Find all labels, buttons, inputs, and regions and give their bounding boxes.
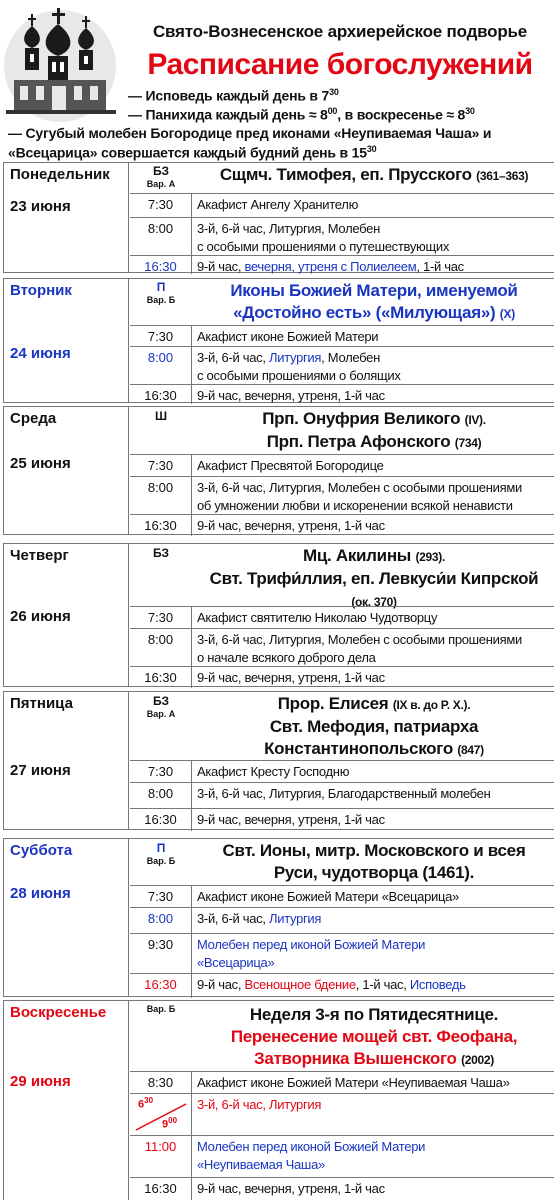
service-text: 9-й час, вечерня, утреня, 1-й час [197, 1181, 385, 1196]
day-name: Воскресенье [10, 1004, 107, 1021]
day-block-sunday [3, 1000, 554, 1200]
service-row [130, 885, 554, 907]
service-text: Акафист иконе Божией Матери «Всецарица» [197, 889, 459, 904]
page-title: Расписание богослужений [147, 48, 533, 81]
service-text: 3-й, 6-й час, Литургия [197, 911, 322, 926]
church-domes-icon [2, 4, 120, 124]
service-row [130, 606, 554, 628]
service-time: 8:00 [130, 629, 192, 666]
service-row [130, 1177, 554, 1200]
service-text: 9-й час, вечерня, утреня с Полиелеем, 1-й час [197, 259, 464, 274]
service-row [130, 1135, 554, 1177]
service-text: 9-й час, вечерня, утреня, 1-й час [197, 670, 385, 685]
feast-title: Прп. Онуфрия Великого (IV). Прп. Петра Афонского (734) [262, 409, 486, 451]
service-time: 8:00 [130, 218, 192, 255]
header [0, 0, 554, 162]
service-time: 7:30 [130, 761, 192, 782]
service-text: Акафист Кресту Господню [197, 764, 350, 779]
service-row [130, 384, 554, 404]
feast-title: Неделя 3-я по Пятидесятнице. Перенесение мощей свт. Феофана, Затворника Вышенского (2002) [230, 1005, 518, 1068]
service-time: 11:00 [130, 1136, 192, 1177]
day-name: Среда [10, 410, 57, 427]
panikhida-note: — Панихида каждый день ≈ $8^{00}$, в воскресенье ≈ $8^{30}$ [128, 106, 475, 123]
day-block-tuesday [3, 278, 554, 403]
service-row [130, 666, 554, 688]
day-block-saturday [3, 838, 554, 997]
service-text: Молебен перед иконой Божией Матери «Всецарица» [197, 937, 426, 970]
service-text: 9-й час, Всенощное бдение, 1-й час, Исповедь [197, 977, 466, 992]
service-text: 3-й, 6-й час, Литургия [197, 1097, 322, 1112]
organization-name: Свято-Вознесенское архиерейское подворье [152, 22, 528, 41]
service-row [130, 628, 554, 666]
service-text: Акафист Пресвятой Богородице [197, 458, 384, 473]
service-mark: БЗ Вар. А [146, 164, 176, 189]
day-block-thursday [3, 543, 554, 687]
service-time: 9:30 [130, 934, 192, 973]
service-mark: БЗ [153, 546, 169, 560]
service-text: 9-й час, вечерня, утреня, 1-й час [197, 518, 385, 533]
service-row [130, 808, 554, 831]
service-row [130, 255, 554, 274]
service-mark: П Вар. Б [146, 280, 176, 305]
service-time: 16:30 [130, 256, 192, 274]
service-row [130, 325, 554, 346]
confession-note: — Исповедь каждый день в $7^{30}$ [128, 87, 339, 104]
day-date: 29 июня [10, 1073, 71, 1090]
service-time: 16:30 [130, 385, 192, 404]
feast-title: Мц. Акилины (293). Свт. Трифи́ллия, еп. Левкуси́и Кипрской (ок. 370) [209, 546, 539, 609]
day-name: Понедельник [10, 166, 110, 183]
service-row [130, 476, 554, 514]
day-date: 27 июня [10, 762, 71, 779]
feast-title: Сщмч. Тимофея, еп. Прусского (361–363) [219, 165, 529, 184]
service-text: 9-й час, вечерня, утреня, 1-й час [197, 812, 385, 827]
day-column [4, 692, 129, 829]
day-column [4, 839, 129, 996]
service-time: 16:30 [130, 809, 192, 831]
service-text: Акафист иконе Божией Матери [197, 329, 379, 344]
day-date: 24 июня [10, 345, 71, 362]
service-row [130, 782, 554, 808]
service-mark: Ш [154, 409, 168, 423]
moleben-note-line1: — Сугубый молебен Богородице пред иконами «Неупиваемая Чаша» и [8, 125, 492, 141]
service-time: 7:30 [130, 194, 192, 217]
service-time: 8:00 [130, 477, 192, 514]
service-row [130, 1093, 554, 1135]
service-time-split: $6^{30}$ $9^{00}$ [130, 1094, 192, 1135]
service-time: 16:30 [130, 974, 192, 998]
service-mark: Вар. Б [146, 1004, 176, 1014]
service-time: 7:30 [130, 326, 192, 346]
day-date: 25 июня [10, 455, 71, 472]
service-row [130, 973, 554, 998]
service-time: 8:30 [130, 1072, 192, 1093]
service-time: 16:30 [130, 1178, 192, 1200]
feast-title: Иконы Божией Матери, именуемой «Достойно есть» («Милующая») (X) [230, 281, 518, 322]
day-column [4, 1001, 129, 1200]
feast-title: Свт. Ионы, митр. Московского и всея Руси, чудотворца (1461). [222, 841, 526, 882]
day-block-friday [3, 691, 554, 830]
day-name: Пятница [10, 695, 73, 712]
feast-title: Прор. Елисея (IX в. до Р. Х.). Свт. Мефодия, патриарха Константинопольского (847) [264, 694, 484, 758]
day-date: 26 июня [10, 608, 71, 625]
service-text: Акафист святителю Николаю Чудотворцу [197, 610, 438, 625]
service-time: 7:30 [130, 455, 192, 476]
service-text: 3-й, 6-й час, Литургия, Молебен с особыми прошениями об умножении любви и искоренении всякой ненависти [197, 480, 522, 513]
service-text: Молебен перед иконой Божией Матери «Неупиваемая Чаша» [197, 1139, 426, 1172]
day-block-monday [3, 162, 554, 273]
day-name: Суббота [10, 842, 73, 859]
service-row [130, 933, 554, 973]
service-time: 8:00 [130, 347, 192, 384]
service-mark: БЗ Вар. А [146, 694, 176, 719]
service-time: 16:30 [130, 515, 192, 536]
service-text: Акафист иконе Божией Матери «Неупиваемая Чаша» [197, 1075, 510, 1090]
day-name: Четверг [10, 547, 69, 564]
service-time: 7:30 [130, 607, 192, 628]
service-text: 3-й, 6-й час, Литургия, Благодарственный молебен [197, 786, 491, 801]
service-row [130, 514, 554, 536]
day-name: Вторник [10, 282, 72, 299]
service-time: 16:30 [130, 667, 192, 688]
service-text: 9-й час, вечерня, утреня, 1-й час [197, 388, 385, 403]
service-text: 3-й, 6-й час, Литургия, Молебен с особыми прошениями о путешествующих [197, 221, 450, 254]
moleben-note-line2: «Всецарица» совершается каждый будний день в $15^{30}$ [8, 144, 377, 161]
service-row [130, 346, 554, 384]
service-text: 3-й, 6-й час, Литургия, Молебен с особыми прошениями о начале всякого доброго дела [197, 632, 522, 665]
service-time: 7:30 [130, 886, 192, 907]
day-date: 23 июня [10, 198, 71, 215]
service-row [130, 217, 554, 255]
service-mark: П Вар. Б [146, 841, 176, 866]
service-text: Акафист Ангелу Хранителю [197, 197, 359, 212]
service-row [130, 907, 554, 933]
service-time: 8:00 [130, 908, 192, 933]
service-row [130, 1071, 554, 1093]
day-block-wednesday [3, 406, 554, 535]
service-row [130, 454, 554, 476]
day-date: 28 июня [10, 885, 71, 902]
service-row [130, 193, 554, 217]
service-row [130, 760, 554, 782]
service-time: 8:00 [130, 783, 192, 808]
service-text: 3-й, 6-й час, Литургия, Молебен с особыми прошениями о болящих [197, 350, 401, 383]
